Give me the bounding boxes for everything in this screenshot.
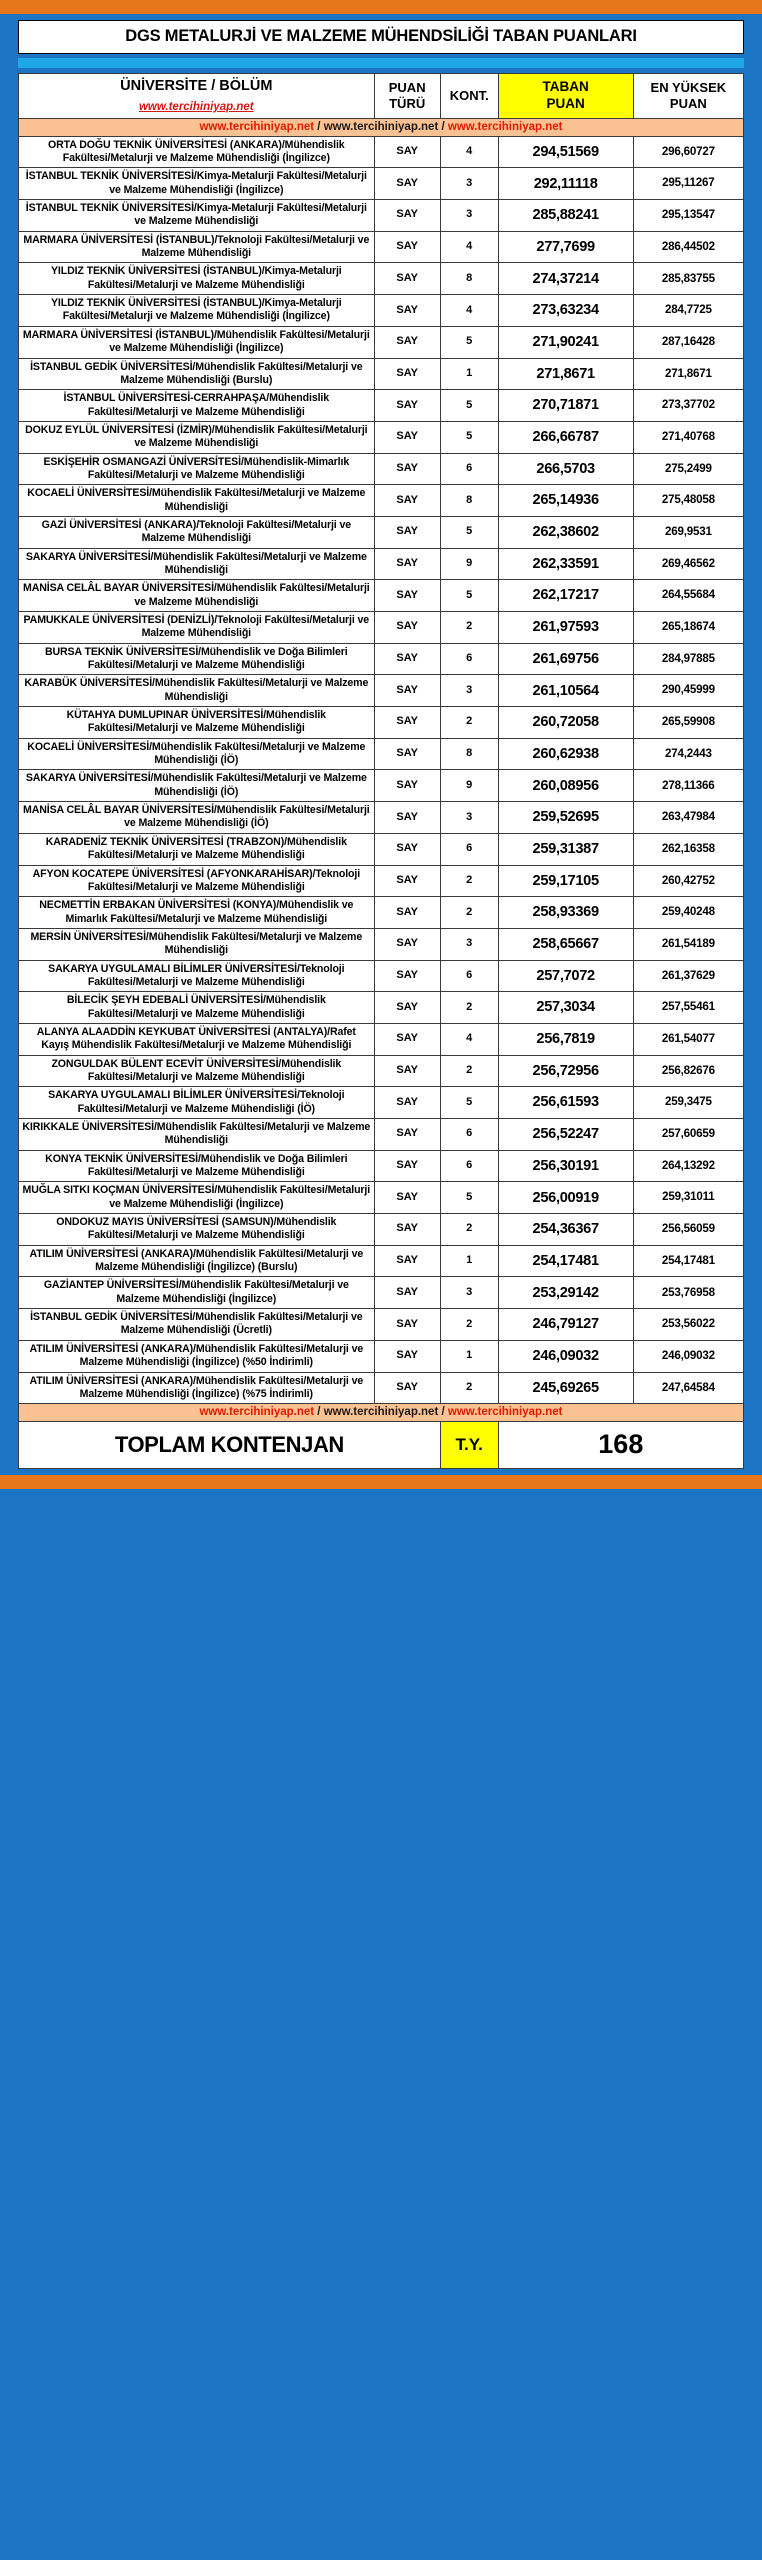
cell-score-type: SAY bbox=[374, 453, 440, 485]
bottom-orange-bar bbox=[0, 1475, 762, 1489]
cell-university: MANİSA CELÂL BAYAR ÜNİVERSİTESİ/Mühendislik Fakültesi/Metalurji ve Malzeme Mühendisliği bbox=[19, 580, 375, 612]
cell-quota: 2 bbox=[440, 992, 498, 1024]
promo-bottom-link-1[interactable]: www.tercihiniyap.net bbox=[199, 1406, 315, 1419]
cell-university: AFYON KOCATEPE ÜNİVERSİTESİ (AFYONKARAHİSAR)/Teknoloji Fakültesi/Metalurji ve Malzeme Mühendisliği bbox=[19, 865, 375, 897]
cell-quota: 2 bbox=[440, 897, 498, 929]
cell-university: YILDIZ TEKNİK ÜNİVERSİTESİ (İSTANBUL)/Kimya-Metalurji Fakültesi/Metalurji ve Malzeme Mühendisliği bbox=[19, 263, 375, 295]
cell-highest-score: 274,2443 bbox=[633, 738, 743, 770]
cell-quota: 8 bbox=[440, 263, 498, 295]
cell-quota: 5 bbox=[440, 390, 498, 422]
cell-quota: 1 bbox=[440, 358, 498, 390]
cell-score-type: SAY bbox=[374, 168, 440, 200]
table-row bbox=[19, 643, 744, 675]
cell-base-score: 259,31387 bbox=[498, 833, 633, 865]
cell-university: İSTANBUL TEKNİK ÜNİVERSİTESİ/Kimya-Metalurji Fakültesi/Metalurji ve Malzeme Mühendisliği bbox=[19, 200, 375, 232]
cell-university: SAKARYA UYGULAMALI BİLİMLER ÜNİVERSİTESİ/Teknoloji Fakültesi/Metalurji ve Malzeme Mühendisliği (İÖ) bbox=[19, 1087, 375, 1119]
cell-quota: 5 bbox=[440, 1087, 498, 1119]
table-row bbox=[19, 1340, 744, 1372]
total-type-badge: T.Y. bbox=[440, 1422, 498, 1469]
promo-strip-bottom bbox=[19, 1404, 744, 1422]
table-row bbox=[19, 548, 744, 580]
header-score-type bbox=[374, 74, 440, 119]
cell-highest-score: 284,7725 bbox=[633, 295, 743, 327]
table-row bbox=[19, 1309, 744, 1341]
cell-score-type: SAY bbox=[374, 326, 440, 358]
cell-base-score: 258,65667 bbox=[498, 928, 633, 960]
cell-quota: 6 bbox=[440, 960, 498, 992]
cell-university: BİLECİK ŞEYH EDEBALİ ÜNİVERSİTESİ/Mühendislik Fakültesi/Metalurji ve Malzeme Mühendisliği bbox=[19, 992, 375, 1024]
scores-table-body bbox=[19, 74, 744, 1469]
cell-university: NECMETTİN ERBAKAN ÜNİVERSİTESİ (KONYA)/Mühendislik ve Mimarlık Fakültesi/Metalurji ve Malzeme Mühendisliği bbox=[19, 897, 375, 929]
cell-university: GAZİ ÜNİVERSİTESİ (ANKARA)/Teknoloji Fakültesi/Metalurji ve Malzeme Mühendisliği bbox=[19, 516, 375, 548]
cell-highest-score: 264,13292 bbox=[633, 1150, 743, 1182]
cell-base-score: 259,17105 bbox=[498, 865, 633, 897]
cell-base-score: 246,09032 bbox=[498, 1340, 633, 1372]
cell-highest-score: 290,45999 bbox=[633, 675, 743, 707]
cell-base-score: 260,72058 bbox=[498, 707, 633, 739]
cell-base-score: 261,69756 bbox=[498, 643, 633, 675]
table-row bbox=[19, 136, 744, 168]
cell-highest-score: 253,76958 bbox=[633, 1277, 743, 1309]
cell-highest-score: 275,48058 bbox=[633, 485, 743, 517]
table-row bbox=[19, 390, 744, 422]
cell-quota: 4 bbox=[440, 231, 498, 263]
cell-base-score: 254,36367 bbox=[498, 1214, 633, 1246]
cell-university: ATILIM ÜNİVERSİTESİ (ANKARA)/Mühendislik Fakültesi/Metalurji ve Malzeme Mühendisliği (İngilizce) (%50 İndirimli) bbox=[19, 1340, 375, 1372]
total-row bbox=[19, 1422, 744, 1469]
cell-base-score: 256,52247 bbox=[498, 1119, 633, 1151]
cell-university: KONYA TEKNİK ÜNİVERSİTESİ/Mühendislik ve Doğa Bilimleri Fakültesi/Metalurji ve Malzeme Mühendisliği bbox=[19, 1150, 375, 1182]
promo-bottom-link-2[interactable]: www.tercihiniyap.net bbox=[323, 1406, 439, 1419]
cell-highest-score: 269,46562 bbox=[633, 548, 743, 580]
cell-score-type: SAY bbox=[374, 802, 440, 834]
cell-university: DOKUZ EYLÜL ÜNİVERSİTESİ (İZMİR)/Mühendislik Fakültesi/Metalurji ve Malzeme Mühendisliği bbox=[19, 421, 375, 453]
header-base-score bbox=[498, 74, 633, 119]
table-row bbox=[19, 453, 744, 485]
cell-university: ESKİŞEHİR OSMANGAZİ ÜNİVERSİTESİ/Mühendislik-Mimarlık Fakültesi/Metalurji ve Malzeme Mühendisliği bbox=[19, 453, 375, 485]
cell-base-score: 292,11118 bbox=[498, 168, 633, 200]
cell-score-type: SAY bbox=[374, 231, 440, 263]
table-row bbox=[19, 928, 744, 960]
cell-quota: 5 bbox=[440, 516, 498, 548]
table-row bbox=[19, 358, 744, 390]
cell-university: BURSA TEKNİK ÜNİVERSİTESİ/Mühendislik ve Doğa Bilimleri Fakültesi/Metalurji ve Malzeme Mühendisliği bbox=[19, 643, 375, 675]
cell-university: ZONGULDAK BÜLENT ECEVİT ÜNİVERSİTESİ/Mühendislik Fakültesi/Metalurji ve Malzeme Mühendisliği bbox=[19, 1055, 375, 1087]
cell-score-type: SAY bbox=[374, 960, 440, 992]
promo-sep-1: / bbox=[314, 120, 324, 133]
cell-score-type: SAY bbox=[374, 675, 440, 707]
cell-university: KARADENİZ TEKNİK ÜNİVERSİTESİ (TRABZON)/Mühendislik Fakültesi/Metalurji ve Malzeme Mühendisliği bbox=[19, 833, 375, 865]
cell-highest-score: 271,40768 bbox=[633, 421, 743, 453]
cell-quota: 5 bbox=[440, 1182, 498, 1214]
table-row bbox=[19, 326, 744, 358]
header-university-site: www.tercihiniyap.net bbox=[138, 100, 254, 113]
promo-link-3[interactable]: www.tercihiniyap.net bbox=[447, 120, 563, 133]
promo-bottom-sep-2: / bbox=[438, 1406, 448, 1419]
cell-score-type: SAY bbox=[374, 833, 440, 865]
promo-link-1[interactable]: www.tercihiniyap.net bbox=[199, 120, 315, 133]
table-row bbox=[19, 897, 744, 929]
cell-quota: 6 bbox=[440, 453, 498, 485]
table-row bbox=[19, 485, 744, 517]
table-row bbox=[19, 580, 744, 612]
cell-highest-score: 296,60727 bbox=[633, 136, 743, 168]
cell-base-score: 277,7699 bbox=[498, 231, 633, 263]
cell-score-type: SAY bbox=[374, 897, 440, 929]
cell-university: KIRIKKALE ÜNİVERSİTESİ/Mühendislik Fakültesi/Metalurji ve Malzeme Mühendisliği bbox=[19, 1119, 375, 1151]
promo-bottom-link-3[interactable]: www.tercihiniyap.net bbox=[447, 1406, 563, 1419]
cell-quota: 4 bbox=[440, 295, 498, 327]
table-row bbox=[19, 738, 744, 770]
cell-score-type: SAY bbox=[374, 1340, 440, 1372]
cell-university: MARMARA ÜNİVERSİTESİ (İSTANBUL)/Mühendislik Fakültesi/Metalurji ve Malzeme Mühendisliği (İngilizce) bbox=[19, 326, 375, 358]
cell-university: YILDIZ TEKNİK ÜNİVERSİTESİ (İSTANBUL)/Kimya-Metalurji Fakültesi/Metalurji ve Malzeme Mühendisliği (İngilizce) bbox=[19, 295, 375, 327]
cell-score-type: SAY bbox=[374, 770, 440, 802]
cell-quota: 6 bbox=[440, 1119, 498, 1151]
cell-score-type: SAY bbox=[374, 485, 440, 517]
page-title-box bbox=[18, 20, 744, 54]
cell-base-score: 261,97593 bbox=[498, 612, 633, 644]
table-row bbox=[19, 1023, 744, 1055]
cell-university: İSTANBUL ÜNİVERSİTESİ-CERRAHPAŞA/Mühendislik Fakültesi/Metalurji ve Malzeme Mühendisliği bbox=[19, 390, 375, 422]
cell-highest-score: 271,8671 bbox=[633, 358, 743, 390]
cell-base-score: 285,88241 bbox=[498, 200, 633, 232]
table-row bbox=[19, 231, 744, 263]
cell-university: KOCAELİ ÜNİVERSİTESİ/Mühendislik Fakültesi/Metalurji ve Malzeme Mühendisliği bbox=[19, 485, 375, 517]
cell-highest-score: 256,82676 bbox=[633, 1055, 743, 1087]
cell-quota: 3 bbox=[440, 168, 498, 200]
cell-base-score: 271,8671 bbox=[498, 358, 633, 390]
cell-score-type: SAY bbox=[374, 992, 440, 1024]
cell-highest-score: 264,55684 bbox=[633, 580, 743, 612]
cell-highest-score: 287,16428 bbox=[633, 326, 743, 358]
cell-highest-score: 285,83755 bbox=[633, 263, 743, 295]
cell-university: ATILIM ÜNİVERSİTESİ (ANKARA)/Mühendislik Fakültesi/Metalurji ve Malzeme Mühendisliği (İngilizce) (%75 İndirimli) bbox=[19, 1372, 375, 1404]
total-value: 168 bbox=[498, 1422, 743, 1469]
cell-highest-score: 256,56059 bbox=[633, 1214, 743, 1246]
cell-score-type: SAY bbox=[374, 421, 440, 453]
cell-university: SAKARYA ÜNİVERSİTESİ/Mühendislik Fakültesi/Metalurji ve Malzeme Mühendisliği (İÖ) bbox=[19, 770, 375, 802]
cell-quota: 8 bbox=[440, 738, 498, 770]
cell-quota: 9 bbox=[440, 548, 498, 580]
table-row bbox=[19, 200, 744, 232]
table-row bbox=[19, 612, 744, 644]
table-row bbox=[19, 1245, 744, 1277]
cell-base-score: 260,62938 bbox=[498, 738, 633, 770]
cell-base-score: 266,5703 bbox=[498, 453, 633, 485]
cell-score-type: SAY bbox=[374, 1182, 440, 1214]
cell-university: SAKARYA UYGULAMALI BİLİMLER ÜNİVERSİTESİ/Teknoloji Fakültesi/Metalurji ve Malzeme Mühendisliği bbox=[19, 960, 375, 992]
cell-quota: 9 bbox=[440, 770, 498, 802]
cell-university: KÜTAHYA DUMLUPINAR ÜNİVERSİTESİ/Mühendislik Fakültesi/Metalurji ve Malzeme Mühendisliği bbox=[19, 707, 375, 739]
cell-highest-score: 265,18674 bbox=[633, 612, 743, 644]
cell-quota: 3 bbox=[440, 1277, 498, 1309]
cell-score-type: SAY bbox=[374, 358, 440, 390]
cell-quota: 2 bbox=[440, 1214, 498, 1246]
table-row bbox=[19, 1372, 744, 1404]
cell-highest-score: 261,54189 bbox=[633, 928, 743, 960]
cell-quota: 4 bbox=[440, 136, 498, 168]
page-title: DGS METALURJİ VE MALZEME MÜHENDSİLİĞİ TABAN PUANLARI bbox=[125, 27, 637, 45]
table-row bbox=[19, 1150, 744, 1182]
cell-base-score: 256,61593 bbox=[498, 1087, 633, 1119]
promo-strip-top bbox=[19, 118, 744, 136]
cell-university: ALANYA ALAADDİN KEYKUBAT ÜNİVERSİTESİ (ANTALYA)/Rafet Kayış Mühendislik Fakültesi/Metalurji ve Malzeme Mühendisliği bbox=[19, 1023, 375, 1055]
scores-table bbox=[18, 73, 744, 1469]
table-row bbox=[19, 992, 744, 1024]
cell-highest-score: 257,55461 bbox=[633, 992, 743, 1024]
cell-base-score: 259,52695 bbox=[498, 802, 633, 834]
cell-base-score: 262,38602 bbox=[498, 516, 633, 548]
cell-base-score: 245,69265 bbox=[498, 1372, 633, 1404]
cell-base-score: 270,71871 bbox=[498, 390, 633, 422]
cell-base-score: 258,93369 bbox=[498, 897, 633, 929]
cyan-divider bbox=[18, 58, 744, 68]
cell-score-type: SAY bbox=[374, 865, 440, 897]
cell-highest-score: 269,9531 bbox=[633, 516, 743, 548]
cell-highest-score: 295,13547 bbox=[633, 200, 743, 232]
cell-score-type: SAY bbox=[374, 1087, 440, 1119]
cell-base-score: 246,79127 bbox=[498, 1309, 633, 1341]
table-row bbox=[19, 707, 744, 739]
table-row bbox=[19, 770, 744, 802]
total-label: TOPLAM KONTENJAN bbox=[19, 1422, 441, 1469]
cell-score-type: SAY bbox=[374, 263, 440, 295]
cell-score-type: SAY bbox=[374, 548, 440, 580]
cell-quota: 3 bbox=[440, 802, 498, 834]
cell-university: İSTANBUL GEDİK ÜNİVERSİTESİ/Mühendislik Fakültesi/Metalurji ve Malzeme Mühendisliği (Ücretli) bbox=[19, 1309, 375, 1341]
cell-score-type: SAY bbox=[374, 1245, 440, 1277]
cell-highest-score: 273,37702 bbox=[633, 390, 743, 422]
header-quota: KONT. bbox=[440, 74, 498, 119]
cell-quota: 1 bbox=[440, 1340, 498, 1372]
cell-quota: 3 bbox=[440, 200, 498, 232]
cell-base-score: 254,17481 bbox=[498, 1245, 633, 1277]
cell-base-score: 256,00919 bbox=[498, 1182, 633, 1214]
cell-quota: 2 bbox=[440, 1372, 498, 1404]
cell-score-type: SAY bbox=[374, 1023, 440, 1055]
cell-base-score: 257,7072 bbox=[498, 960, 633, 992]
cell-base-score: 273,63234 bbox=[498, 295, 633, 327]
cell-score-type: SAY bbox=[374, 707, 440, 739]
cell-quota: 2 bbox=[440, 1309, 498, 1341]
table-row bbox=[19, 865, 744, 897]
table-row bbox=[19, 802, 744, 834]
cell-highest-score: 247,64584 bbox=[633, 1372, 743, 1404]
cell-base-score: 261,10564 bbox=[498, 675, 633, 707]
table-header-row bbox=[19, 74, 744, 119]
cell-highest-score: 254,17481 bbox=[633, 1245, 743, 1277]
page-frame bbox=[0, 20, 762, 1469]
cell-quota: 2 bbox=[440, 1055, 498, 1087]
cell-base-score: 294,51569 bbox=[498, 136, 633, 168]
cell-highest-score: 261,54077 bbox=[633, 1023, 743, 1055]
cell-quota: 3 bbox=[440, 928, 498, 960]
cell-university: İSTANBUL TEKNİK ÜNİVERSİTESİ/Kimya-Metalurji Fakültesi/Metalurji ve Malzeme Mühendisliği (İngilizce) bbox=[19, 168, 375, 200]
cell-highest-score: 253,56022 bbox=[633, 1309, 743, 1341]
header-university-label: ÜNİVERSİTE / BÖLÜM bbox=[120, 78, 273, 94]
cell-base-score: 256,72956 bbox=[498, 1055, 633, 1087]
table-row bbox=[19, 833, 744, 865]
cell-base-score: 266,66787 bbox=[498, 421, 633, 453]
cell-highest-score: 263,47984 bbox=[633, 802, 743, 834]
cell-highest-score: 295,11267 bbox=[633, 168, 743, 200]
header-score-type-line1: PUAN bbox=[388, 79, 426, 95]
header-base-score-line2: PUAN bbox=[546, 95, 585, 111]
cell-score-type: SAY bbox=[374, 136, 440, 168]
table-row bbox=[19, 1182, 744, 1214]
cell-quota: 6 bbox=[440, 1150, 498, 1182]
cell-score-type: SAY bbox=[374, 1119, 440, 1151]
cell-quota: 8 bbox=[440, 485, 498, 517]
cell-highest-score: 259,31011 bbox=[633, 1182, 743, 1214]
cell-highest-score: 259,3475 bbox=[633, 1087, 743, 1119]
cell-score-type: SAY bbox=[374, 1055, 440, 1087]
cell-university: SAKARYA ÜNİVERSİTESİ/Mühendislik Fakültesi/Metalurji ve Malzeme Mühendisliği bbox=[19, 548, 375, 580]
header-highest-score-line1: EN YÜKSEK bbox=[650, 79, 727, 95]
table-row bbox=[19, 516, 744, 548]
cell-highest-score: 278,11366 bbox=[633, 770, 743, 802]
cell-university: MUĞLA SITKI KOÇMAN ÜNİVERSİTESİ/Mühendislik Fakültesi/Metalurji ve Malzeme Mühendisliği (İngilizce) bbox=[19, 1182, 375, 1214]
cell-university: ONDOKUZ MAYIS ÜNİVERSİTESİ (SAMSUN)/Mühendislik Fakültesi/Metalurji ve Malzeme Mühendisliği bbox=[19, 1214, 375, 1246]
cell-score-type: SAY bbox=[374, 200, 440, 232]
cell-university: ATILIM ÜNİVERSİTESİ (ANKARA)/Mühendislik Fakültesi/Metalurji ve Malzeme Mühendisliği (İngilizce) (Burslu) bbox=[19, 1245, 375, 1277]
cell-quota: 2 bbox=[440, 707, 498, 739]
cell-university: KOCAELİ ÜNİVERSİTESİ/Mühendislik Fakültesi/Metalurji ve Malzeme Mühendisliği (İÖ) bbox=[19, 738, 375, 770]
cell-highest-score: 284,97885 bbox=[633, 643, 743, 675]
cell-university: GAZİANTEP ÜNİVERSİTESİ/Mühendislik Fakültesi/Metalurji ve Malzeme Mühendisliği (İngilizce) bbox=[19, 1277, 375, 1309]
cell-quota: 3 bbox=[440, 675, 498, 707]
table-row bbox=[19, 1087, 744, 1119]
promo-sep-2: / bbox=[438, 120, 448, 133]
cell-base-score: 253,29142 bbox=[498, 1277, 633, 1309]
cell-score-type: SAY bbox=[374, 928, 440, 960]
table-row bbox=[19, 1119, 744, 1151]
header-base-score-line1: TABAN bbox=[542, 79, 589, 95]
cell-highest-score: 246,09032 bbox=[633, 1340, 743, 1372]
cell-score-type: SAY bbox=[374, 295, 440, 327]
cell-quota: 5 bbox=[440, 580, 498, 612]
promo-strip-top-cell[interactable] bbox=[19, 118, 744, 136]
cell-score-type: SAY bbox=[374, 612, 440, 644]
cell-score-type: SAY bbox=[374, 1277, 440, 1309]
cell-quota: 6 bbox=[440, 833, 498, 865]
cell-quota: 6 bbox=[440, 643, 498, 675]
cell-score-type: SAY bbox=[374, 516, 440, 548]
cell-score-type: SAY bbox=[374, 1372, 440, 1404]
header-highest-score bbox=[633, 74, 743, 119]
cell-highest-score: 260,42752 bbox=[633, 865, 743, 897]
cell-highest-score: 262,16358 bbox=[633, 833, 743, 865]
cell-score-type: SAY bbox=[374, 1214, 440, 1246]
cell-highest-score: 257,60659 bbox=[633, 1119, 743, 1151]
table-row bbox=[19, 263, 744, 295]
cell-quota: 1 bbox=[440, 1245, 498, 1277]
header-score-type-line2: TÜRÜ bbox=[389, 95, 426, 111]
cell-score-type: SAY bbox=[374, 643, 440, 675]
cell-score-type: SAY bbox=[374, 738, 440, 770]
cell-score-type: SAY bbox=[374, 1150, 440, 1182]
cell-base-score: 260,08956 bbox=[498, 770, 633, 802]
cell-base-score: 257,3034 bbox=[498, 992, 633, 1024]
cell-highest-score: 286,44502 bbox=[633, 231, 743, 263]
cell-university: KARABÜK ÜNİVERSİTESİ/Mühendislik Fakültesi/Metalurji ve Malzeme Mühendisliği bbox=[19, 675, 375, 707]
cell-base-score: 256,7819 bbox=[498, 1023, 633, 1055]
cell-base-score: 256,30191 bbox=[498, 1150, 633, 1182]
cell-highest-score: 261,37629 bbox=[633, 960, 743, 992]
header-university bbox=[19, 74, 375, 119]
cell-highest-score: 275,2499 bbox=[633, 453, 743, 485]
header-highest-score-line2: PUAN bbox=[669, 95, 707, 111]
cell-university: ORTA DOĞU TEKNİK ÜNİVERSİTESİ (ANKARA)/Mühendislik Fakültesi/Metalurji ve Malzeme Mühendisliği (İngilizce) bbox=[19, 136, 375, 168]
table-row bbox=[19, 295, 744, 327]
cell-base-score: 265,14936 bbox=[498, 485, 633, 517]
cell-score-type: SAY bbox=[374, 390, 440, 422]
cell-university: MARMARA ÜNİVERSİTESİ (İSTANBUL)/Teknoloji Fakültesi/Metalurji ve Malzeme Mühendisliği bbox=[19, 231, 375, 263]
cell-university: PAMUKKALE ÜNİVERSİTESİ (DENİZLİ)/Teknoloji Fakültesi/Metalurji ve Malzeme Mühendisliği bbox=[19, 612, 375, 644]
cell-score-type: SAY bbox=[374, 580, 440, 612]
promo-strip-bottom-cell[interactable] bbox=[19, 1404, 744, 1422]
cell-quota: 2 bbox=[440, 865, 498, 897]
cell-quota: 5 bbox=[440, 326, 498, 358]
promo-link-2[interactable]: www.tercihiniyap.net bbox=[323, 120, 439, 133]
cell-university: İSTANBUL GEDİK ÜNİVERSİTESİ/Mühendislik Fakültesi/Metalurji ve Malzeme Mühendisliği (Burslu) bbox=[19, 358, 375, 390]
promo-bottom-sep-1: / bbox=[314, 1406, 324, 1419]
table-row bbox=[19, 960, 744, 992]
cell-score-type: SAY bbox=[374, 1309, 440, 1341]
cell-base-score: 262,33591 bbox=[498, 548, 633, 580]
cell-quota: 5 bbox=[440, 421, 498, 453]
cell-base-score: 262,17217 bbox=[498, 580, 633, 612]
top-orange-bar bbox=[0, 0, 762, 14]
cell-quota: 4 bbox=[440, 1023, 498, 1055]
cell-university: MANİSA CELÂL BAYAR ÜNİVERSİTESİ/Mühendislik Fakültesi/Metalurji ve Malzeme Mühendisliği (İÖ) bbox=[19, 802, 375, 834]
table-row bbox=[19, 1214, 744, 1246]
table-row bbox=[19, 1277, 744, 1309]
cell-highest-score: 265,59908 bbox=[633, 707, 743, 739]
cell-quota: 2 bbox=[440, 612, 498, 644]
cell-base-score: 274,37214 bbox=[498, 263, 633, 295]
cell-highest-score: 259,40248 bbox=[633, 897, 743, 929]
table-row bbox=[19, 675, 744, 707]
cell-base-score: 271,90241 bbox=[498, 326, 633, 358]
cell-university: MERSİN ÜNİVERSİTESİ/Mühendislik Fakültesi/Metalurji ve Malzeme Mühendisliği bbox=[19, 928, 375, 960]
table-row bbox=[19, 168, 744, 200]
table-row bbox=[19, 421, 744, 453]
table-row bbox=[19, 1055, 744, 1087]
